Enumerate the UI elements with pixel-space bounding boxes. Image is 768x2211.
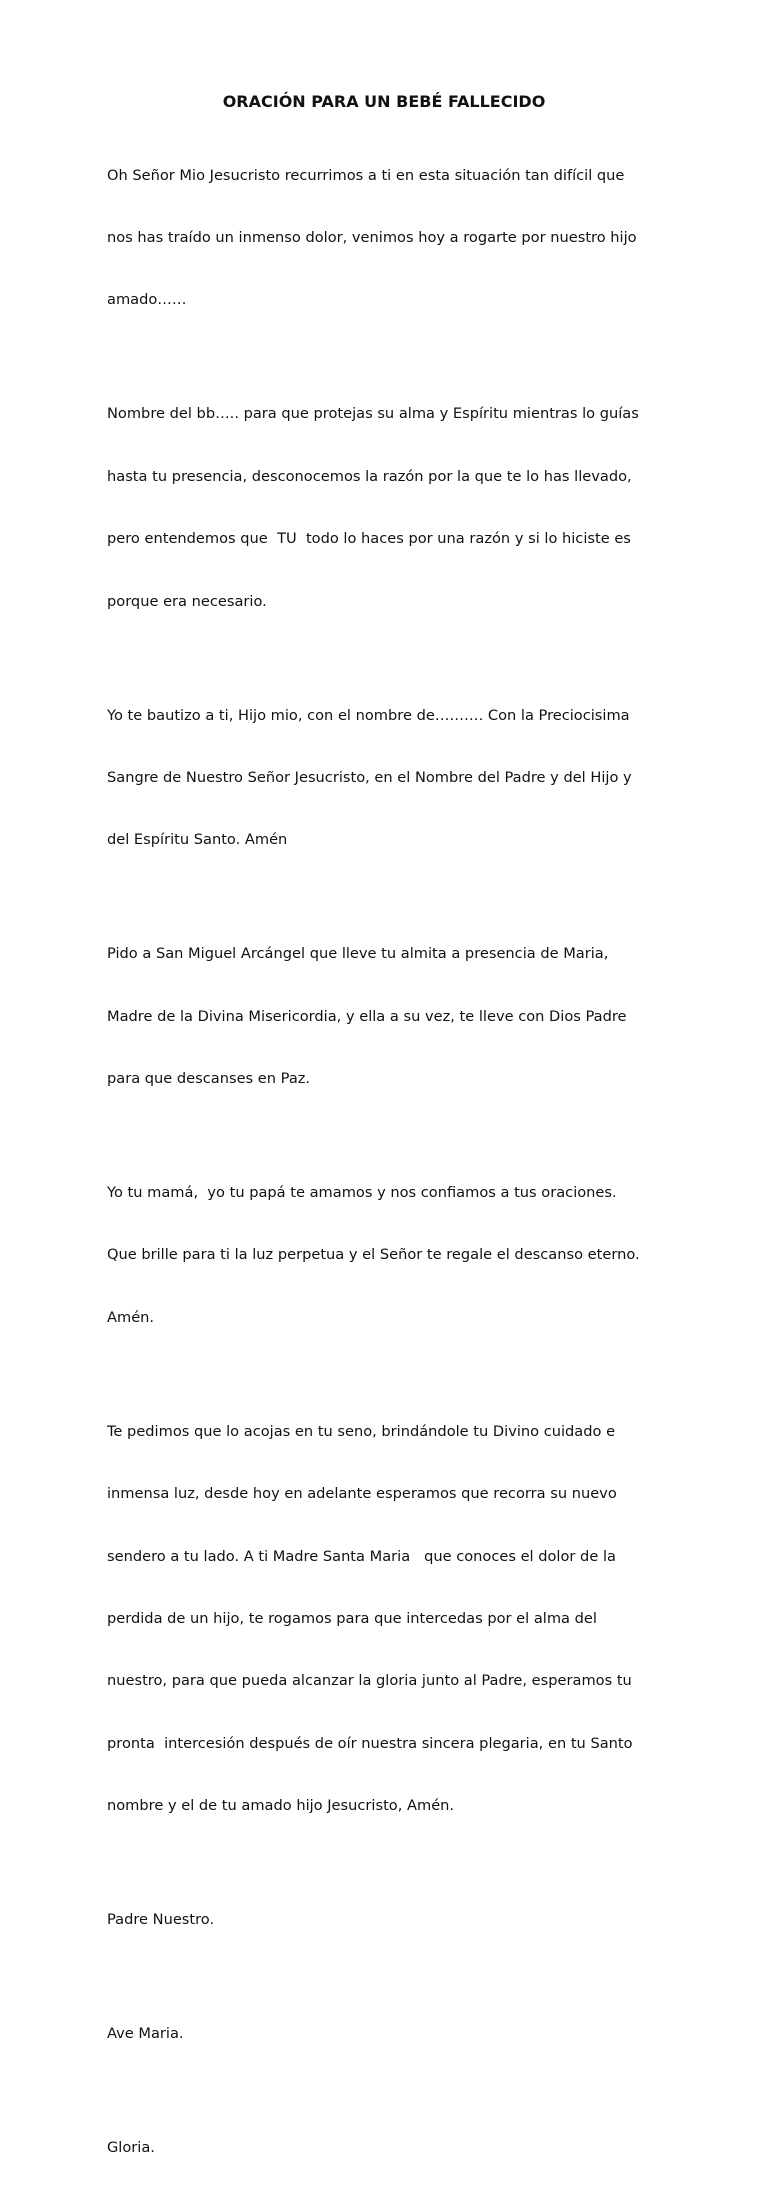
paragraph-line: nos has traído un inmenso dolor, venimos hoy a rogarte por nuestro hijo <box>107 228 637 246</box>
paragraph-baptism <box>107 664 667 893</box>
paragraph-line: hasta tu presencia, desconocemos la razón por la que te lo has llevado, <box>107 467 632 485</box>
paragraph-line: Amén. <box>107 1308 155 1326</box>
paragraph-line: Oh Señor Mio Jesucristo recurrimos a ti en esta situación tan difícil que <box>107 166 625 184</box>
document-title: ORACIÓN PARA UN BEBÉ FALLECIDO <box>222 92 546 111</box>
paragraph-name-request <box>107 363 667 654</box>
paragraph-gloria <box>107 2097 667 2201</box>
paragraph-line: sendero a tu lado. A ti Madre Santa Maria que conoces el dolor de la <box>107 1547 616 1565</box>
paragraph-line: Pido a San Miguel Arcángel que lleve tu almita a presencia de Maria, <box>107 945 609 963</box>
paragraph-line: Te pedimos que lo acojas en tu seno, brindándole tu Divino cuidado e <box>107 1422 616 1440</box>
paragraph-line: nombre y el de tu amado hijo Jesucristo, Amén. <box>107 1797 455 1815</box>
paragraph-line: Yo te bautizo a ti, Hijo mio, con el nombre de………. Con la Preciocisima <box>107 706 630 724</box>
paragraph-line: perdida de un hijo, te rogamos para que intercedas por el alma del <box>107 1609 597 1627</box>
paragraph-padre-nuestro <box>107 1869 667 1973</box>
paragraph-petition <box>107 1380 667 1858</box>
paragraph-line: pronta intercesión después de oír nuestra sincera plegaria, en tu Santo <box>107 1734 633 1752</box>
paragraph-line: Gloria. <box>107 2139 155 2157</box>
paragraph-line: del Espíritu Santo. Amén <box>107 831 288 849</box>
document-body <box>107 124 667 2211</box>
paragraph-san-miguel <box>107 903 667 1132</box>
paragraph-line: nuestro, para que pueda alcanzar la gloria junto al Padre, esperamos tu <box>107 1672 632 1690</box>
paragraph-ave-maria <box>107 1983 667 2087</box>
paragraph-line: Madre de la Divina Misericordia, y ella a su vez, te lleve con Dios Padre <box>107 1007 627 1025</box>
paragraph-line: Nombre del bb….. para que protejas su alma y Espíritu mientras lo guías <box>107 405 639 423</box>
paragraph-line: amado…… <box>107 291 187 309</box>
paragraph-line: Padre Nuestro. <box>107 1911 215 1929</box>
paragraph-invocation <box>107 124 667 353</box>
paragraph-line: Ave Maria. <box>107 2025 184 2043</box>
paragraph-line: Sangre de Nuestro Señor Jesucristo, en el Nombre del Padre y del Hijo y <box>107 768 632 786</box>
paragraph-line: para que descanses en Paz. <box>107 1070 311 1088</box>
paragraph-line: Que brille para ti la luz perpetua y el Señor te regale el descanso eterno. <box>107 1246 640 1264</box>
paragraph-line: inmensa luz, desde hoy en adelante esperamos que recorra su nuevo <box>107 1485 617 1503</box>
paragraph-line: porque era necesario. <box>107 592 267 610</box>
paragraph-parents <box>107 1141 667 1370</box>
paragraph-line: Yo tu mamá, yo tu papá te amamos y nos confiamos a tus oraciones. <box>107 1184 617 1202</box>
paragraph-line: pero entendemos que TU todo lo haces por una razón y si lo hiciste es <box>107 530 631 548</box>
